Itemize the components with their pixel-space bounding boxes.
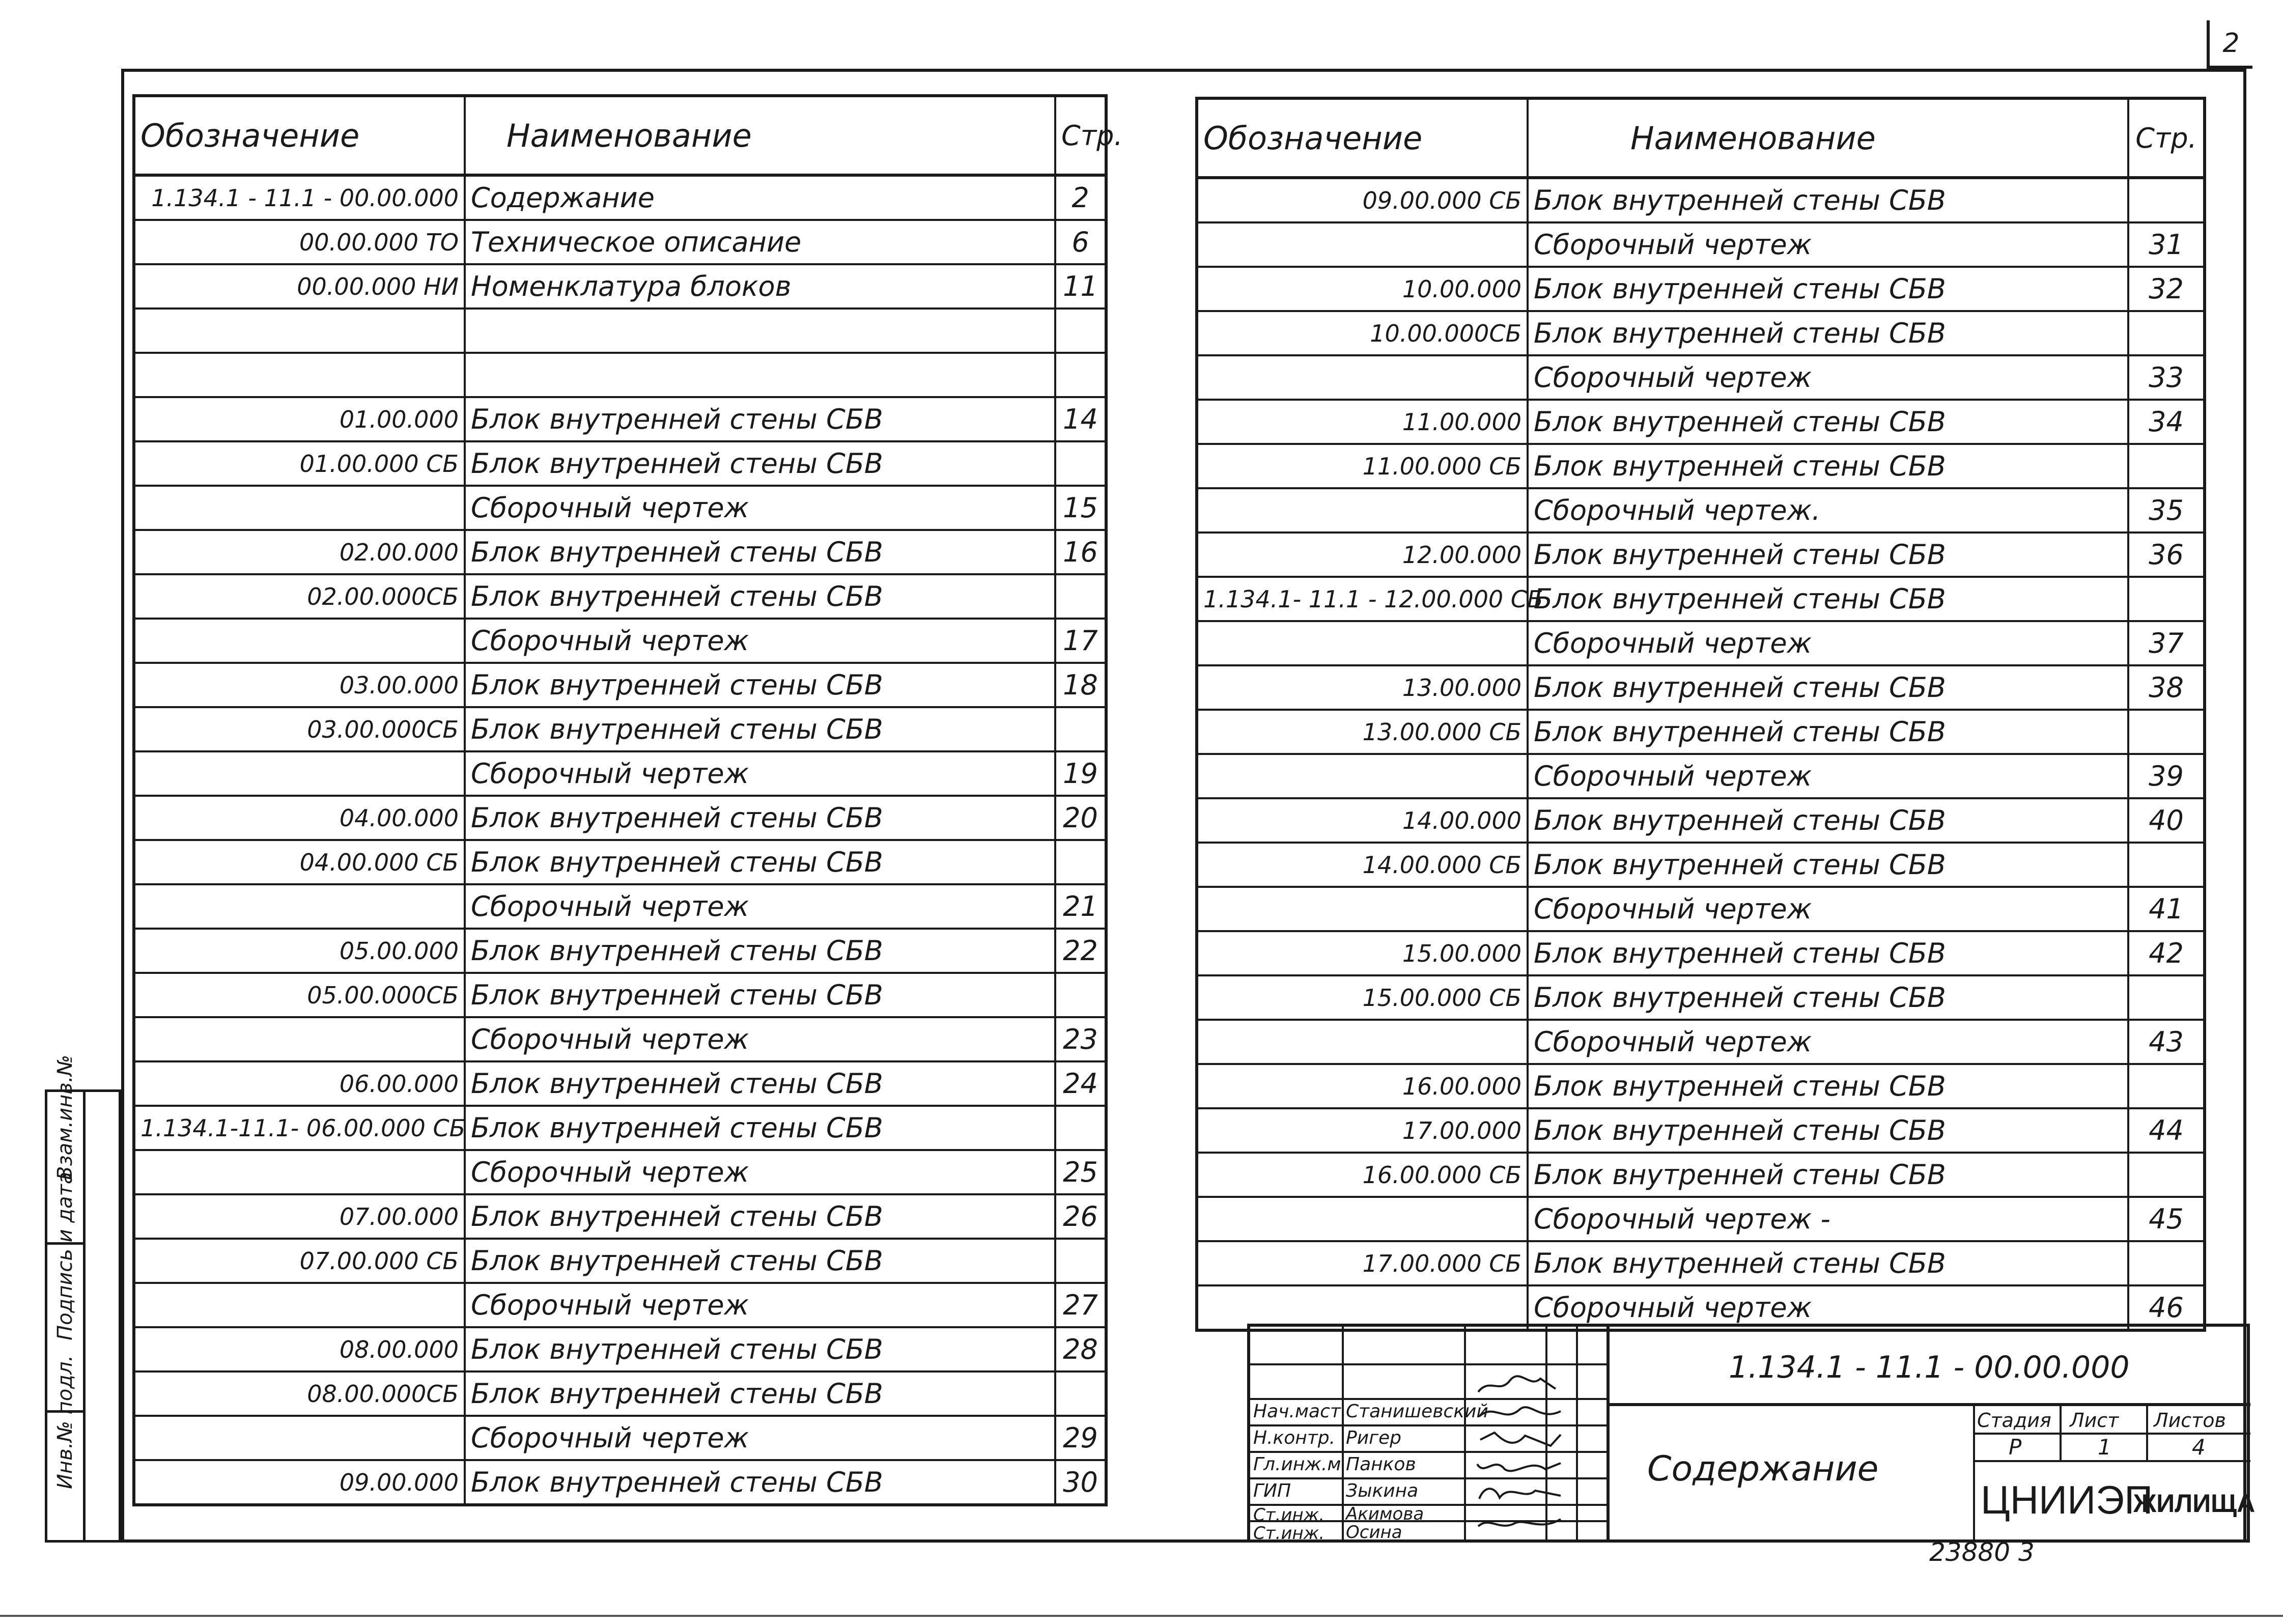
page-number: 2 — [2207, 20, 2252, 69]
row-page: 27 — [1055, 1283, 1106, 1327]
row-name: Блок внутренней стены СБВ — [465, 707, 1055, 751]
row-name: Блок внутренней стены СБВ — [465, 441, 1055, 486]
row-name — [465, 309, 1055, 353]
row-code: 15.00.000 — [1197, 931, 1528, 975]
table-row — [1197, 1020, 2205, 1064]
row-code: 00.00.000 ТО — [134, 220, 465, 264]
row-name: Сборочный чертеж — [465, 1150, 1055, 1194]
row-page: 44 — [2128, 1108, 2205, 1153]
table-row — [1197, 665, 2205, 710]
table-row — [134, 840, 1106, 884]
row-page: 39 — [2128, 754, 2205, 798]
row-page: 22 — [1055, 929, 1106, 973]
row-code: 12.00.000 — [1197, 533, 1528, 577]
table-row — [134, 441, 1106, 486]
row-name: Блок внутренней стены СБВ — [1528, 931, 2128, 975]
person-name: Панков — [1346, 1454, 1416, 1475]
stage-label: Стадия — [1977, 1409, 2051, 1432]
row-page — [1055, 973, 1106, 1017]
person-name: Осина — [1346, 1522, 1402, 1543]
table-row — [134, 663, 1106, 707]
row-page — [2128, 577, 2205, 621]
row-page: 35 — [2128, 488, 2205, 533]
row-name: Сборочный чертеж — [1528, 222, 2128, 267]
table-row — [1197, 1241, 2205, 1285]
table-row — [134, 1283, 1106, 1327]
row-name: Сборочный чертеж — [1528, 1020, 2128, 1064]
row-code: 07.00.000 СБ — [134, 1239, 465, 1283]
sheet-value: 1 — [2098, 1435, 2111, 1460]
header-page: Стр. — [2128, 98, 2205, 178]
table-row — [1197, 1108, 2205, 1153]
table-row — [1197, 400, 2205, 444]
row-name: Блок внутренней стены СБВ — [465, 1239, 1055, 1283]
header-name: Наименование — [1528, 98, 2128, 178]
row-page — [1055, 1239, 1106, 1283]
margin-cell-inventory — [47, 1355, 83, 1543]
row-code — [134, 353, 465, 397]
row-name: Блок внутренней стены СБВ — [465, 574, 1055, 619]
row-name: Блок внутренней стены СБВ — [465, 397, 1055, 441]
row-page — [1055, 574, 1106, 619]
row-name: Сборочный чертеж — [465, 1017, 1055, 1061]
role-label: Нач.маст. — [1253, 1401, 1347, 1422]
row-name: Сборочный чертеж — [1528, 621, 2128, 665]
row-name: Блок внутренней стены СБВ — [465, 663, 1055, 707]
margin-label: Взам.инв.№ — [53, 1054, 77, 1180]
table-row — [1197, 222, 2205, 267]
title-block — [1247, 1324, 2256, 1544]
row-name: Блок внутренней стены СБВ — [1528, 665, 2128, 710]
row-page — [2128, 178, 2205, 222]
row-name: Блок внутренней стены СБВ — [1528, 178, 2128, 222]
role-label: ГИП — [1253, 1480, 1291, 1501]
table-row — [1197, 178, 2205, 222]
row-code: 1.134.1- 11.1 - 12.00.000 СБ — [1197, 577, 1528, 621]
tb-rule — [1250, 1363, 1606, 1365]
row-code: 09.00.000 СБ — [1197, 178, 1528, 222]
table-row — [1197, 754, 2205, 798]
row-page: 40 — [2128, 798, 2205, 843]
row-page: 23 — [1055, 1017, 1106, 1061]
row-name: Блок внутренней стены СБВ — [465, 1061, 1055, 1106]
row-code: 05.00.000 — [134, 929, 465, 973]
organization-suffix: ЖИЛИЩА — [2133, 1489, 2256, 1518]
row-page: 33 — [2128, 355, 2205, 400]
row-name: Блок внутренней стены СБВ — [1528, 1064, 2128, 1108]
row-name: Блок внутренней стены СБВ — [465, 1106, 1055, 1150]
person-name: Зыкина — [1346, 1480, 1419, 1501]
row-code: 11.00.000 СБ — [1197, 444, 1528, 488]
contents-table-right — [1195, 97, 2206, 1332]
row-name: Блок внутренней стены СБВ — [1528, 1108, 2128, 1153]
row-page — [2128, 1064, 2205, 1108]
table-row — [134, 1150, 1106, 1194]
row-code: 02.00.000СБ — [134, 574, 465, 619]
row-page — [1055, 441, 1106, 486]
row-code: 01.00.000 СБ — [134, 441, 465, 486]
row-code — [134, 1150, 465, 1194]
table-row — [134, 1061, 1106, 1106]
row-code: 05.00.000СБ — [134, 973, 465, 1017]
row-code: 11.00.000 — [1197, 400, 1528, 444]
row-page — [1055, 707, 1106, 751]
table-row — [134, 574, 1106, 619]
table-row — [134, 929, 1106, 973]
row-name: Сборочный чертеж — [1528, 1285, 2128, 1330]
row-name: Блок внутренней стены СБВ — [465, 1371, 1055, 1416]
row-page: 20 — [1055, 796, 1106, 840]
row-page — [1055, 1371, 1106, 1416]
row-code — [134, 1283, 465, 1327]
bottom-rule — [0, 1615, 2283, 1617]
row-page — [2128, 975, 2205, 1020]
row-page — [2128, 1241, 2205, 1285]
row-page — [2128, 444, 2205, 488]
table-row — [134, 397, 1106, 441]
row-page: 36 — [2128, 533, 2205, 577]
signature-image — [1474, 1480, 1566, 1505]
role-label: Н.контр. — [1253, 1427, 1336, 1448]
row-page: 6 — [1055, 220, 1106, 264]
row-code: 14.00.000 — [1197, 798, 1528, 843]
row-name: Блок внутренней стены СБВ — [1528, 975, 2128, 1020]
row-page: 17 — [1055, 619, 1106, 663]
row-code — [134, 884, 465, 929]
signature-image — [1474, 1374, 1566, 1398]
tb-rule — [1576, 1327, 1578, 1543]
row-page — [2128, 1153, 2205, 1197]
row-page: 24 — [1055, 1061, 1106, 1106]
row-name: Сборочный чертеж — [1528, 355, 2128, 400]
table-row — [134, 973, 1106, 1017]
person-name: Акимова — [1346, 1504, 1424, 1524]
tb-rule — [1464, 1327, 1466, 1543]
row-code — [134, 751, 465, 796]
row-page: 29 — [1055, 1416, 1106, 1460]
row-code: 08.00.000 — [134, 1327, 465, 1371]
row-page — [1055, 1106, 1106, 1150]
row-page: 25 — [1055, 1150, 1106, 1194]
table-row — [1197, 1153, 2205, 1197]
row-page: 26 — [1055, 1194, 1106, 1239]
table-row — [1197, 1197, 2205, 1241]
tb-rule — [1342, 1327, 1344, 1543]
row-name: Блок внутренней стены СБВ — [465, 1327, 1055, 1371]
row-name: Сборочный чертеж — [1528, 887, 2128, 931]
row-code: 03.00.000 — [134, 663, 465, 707]
margin-label: Инв.№ подл. — [53, 1355, 77, 1489]
contents-table-left — [132, 94, 1123, 1506]
row-name: Блок внутренней стены СБВ — [1528, 1241, 2128, 1285]
margin-stamp — [45, 1054, 121, 1543]
row-name: Блок внутренней стены СБВ — [1528, 710, 2128, 754]
row-name: Блок внутренней стены СБВ — [1528, 311, 2128, 355]
header-name: Наименование — [465, 96, 1055, 175]
row-name: Блок внутренней стены СБВ — [1528, 400, 2128, 444]
row-code: 17.00.000 СБ — [1197, 1241, 1528, 1285]
row-page — [2128, 710, 2205, 754]
margin-label: Подпись и дата — [53, 1171, 77, 1340]
table-row — [134, 1371, 1106, 1416]
table-row — [1197, 488, 2205, 533]
row-page: 38 — [2128, 665, 2205, 710]
table-row — [1197, 444, 2205, 488]
row-page: 46 — [2128, 1285, 2205, 1330]
row-page: 37 — [2128, 621, 2205, 665]
sheets-label: Листов — [2154, 1409, 2226, 1432]
tb-rule — [1250, 1398, 1606, 1400]
row-name: Блок внутренней стены СБВ — [1528, 267, 2128, 311]
signature-image — [1474, 1511, 1566, 1535]
tb-rule — [2146, 1403, 2148, 1462]
row-code — [1197, 754, 1528, 798]
row-code: 01.00.000 — [134, 397, 465, 441]
row-page: 16 — [1055, 530, 1106, 574]
row-code — [1197, 1197, 1528, 1241]
table-row — [1197, 798, 2205, 843]
row-page: 2 — [1055, 175, 1106, 220]
row-code: 13.00.000 СБ — [1197, 710, 1528, 754]
row-name: Номенклатура блоков — [465, 264, 1055, 309]
table-row — [134, 264, 1106, 309]
row-name: Блок внутренней стены СБВ — [1528, 533, 2128, 577]
table-row — [134, 1106, 1106, 1150]
table-row — [134, 175, 1106, 220]
row-code — [1197, 355, 1528, 400]
row-code: 08.00.000СБ — [134, 1371, 465, 1416]
table-row — [134, 220, 1106, 264]
table-header-row — [134, 96, 1106, 175]
row-code: 00.00.000 НИ — [134, 264, 465, 309]
row-code: 04.00.000 СБ — [134, 840, 465, 884]
row-name: Блок внутренней стены СБВ — [1528, 577, 2128, 621]
table-row — [134, 353, 1106, 397]
archive-number: 23880 3 — [1929, 1537, 2035, 1567]
row-code: 04.00.000 — [134, 796, 465, 840]
sheets-value: 4 — [2192, 1435, 2206, 1460]
row-code: 1.134.1-11.1- 06.00.000 СБ — [134, 1106, 465, 1150]
row-code — [1197, 488, 1528, 533]
table-row — [1197, 887, 2205, 931]
row-code: 02.00.000 — [134, 530, 465, 574]
row-page: 43 — [2128, 1020, 2205, 1064]
row-name: Блок внутренней стены СБВ — [465, 1194, 1055, 1239]
table-row — [134, 1239, 1106, 1283]
row-name: Блок внутренней стены СБВ — [465, 530, 1055, 574]
row-name: Блок внутренней стены СБВ — [465, 929, 1055, 973]
row-code: 16.00.000 — [1197, 1064, 1528, 1108]
table-row — [1197, 533, 2205, 577]
row-code: 09.00.000 — [134, 1460, 465, 1505]
row-page: 42 — [2128, 931, 2205, 975]
row-name: Блок внутренней стены СБВ — [1528, 843, 2128, 887]
table-row — [1197, 355, 2205, 400]
row-page — [1055, 309, 1106, 353]
row-code — [134, 1017, 465, 1061]
table-row — [134, 796, 1106, 840]
table-row — [1197, 1064, 2205, 1108]
row-name: Блок внутренней стены СБВ — [1528, 798, 2128, 843]
row-code: 16.00.000 СБ — [1197, 1153, 1528, 1197]
table-row — [134, 486, 1106, 530]
row-name: Сборочный чертеж — [465, 751, 1055, 796]
row-name: Сборочный чертеж — [465, 1416, 1055, 1460]
row-name: Блок внутренней стены СБВ — [1528, 1153, 2128, 1197]
row-code — [134, 1416, 465, 1460]
signature-image — [1474, 1454, 1566, 1478]
table-row — [1197, 267, 2205, 311]
signature-image — [1474, 1427, 1566, 1452]
row-code — [1197, 887, 1528, 931]
row-name: Блок внутренней стены СБВ — [465, 973, 1055, 1017]
row-code: 15.00.000 СБ — [1197, 975, 1528, 1020]
role-label: Гл.инж.м — [1253, 1454, 1341, 1475]
row-code: 14.00.000 СБ — [1197, 843, 1528, 887]
row-code: 1.134.1 - 11.1 - 00.00.000 — [134, 175, 465, 220]
row-page: 32 — [2128, 267, 2205, 311]
row-code — [1197, 222, 1528, 267]
row-page — [2128, 311, 2205, 355]
row-code — [134, 619, 465, 663]
table-row — [134, 707, 1106, 751]
row-code: 07.00.000 — [134, 1194, 465, 1239]
row-page: 34 — [2128, 400, 2205, 444]
table-row — [134, 1017, 1106, 1061]
row-code: 13.00.000 — [1197, 665, 1528, 710]
table-header-row — [1197, 98, 2205, 178]
row-page: 21 — [1055, 884, 1106, 929]
row-page: 41 — [2128, 887, 2205, 931]
person-name: Станишевский — [1346, 1401, 1488, 1422]
table-row — [134, 751, 1106, 796]
table-row — [1197, 311, 2205, 355]
margin-divider — [83, 1092, 86, 1540]
row-code: 10.00.000СБ — [1197, 311, 1528, 355]
contents-rows-right — [1197, 178, 2205, 1330]
table-row — [134, 1194, 1106, 1239]
row-page: 15 — [1055, 486, 1106, 530]
table-row — [134, 530, 1106, 574]
row-page: 19 — [1055, 751, 1106, 796]
tb-rule — [2060, 1403, 2062, 1462]
header-code: Обозначение — [1197, 98, 1528, 178]
row-code: 03.00.000СБ — [134, 707, 465, 751]
row-name: Сборочный чертеж. — [1528, 488, 2128, 533]
tb-rule — [1606, 1403, 2250, 1406]
row-code: 06.00.000 — [134, 1061, 465, 1106]
header-page: Стр. — [1055, 96, 1106, 175]
role-label: Ст.инж. — [1253, 1523, 1325, 1544]
person-name: Ригер — [1346, 1427, 1402, 1448]
row-page: 31 — [2128, 222, 2205, 267]
table-row — [134, 884, 1106, 929]
table-row — [1197, 975, 2205, 1020]
table-row — [134, 619, 1106, 663]
row-page — [1055, 840, 1106, 884]
row-name: Сборочный чертеж — [465, 884, 1055, 929]
row-name: Блок внутренней стены СБВ — [465, 796, 1055, 840]
row-page: 18 — [1055, 663, 1106, 707]
table-row — [1197, 710, 2205, 754]
table-row — [134, 309, 1106, 353]
row-page: 28 — [1055, 1327, 1106, 1371]
table-row — [1197, 931, 2205, 975]
organization-logo: ЦНИИЭП — [1981, 1477, 2153, 1522]
header-code: Обозначение — [134, 96, 465, 175]
row-name: Блок внутренней стены СБВ — [465, 840, 1055, 884]
row-name: Сборочный чертеж - — [1528, 1197, 2128, 1241]
row-name: Сборочный чертеж — [465, 619, 1055, 663]
row-name: Блок внутренней стены СБВ — [1528, 444, 2128, 488]
stage-value: Р — [2009, 1435, 2022, 1460]
table-row — [134, 1416, 1106, 1460]
row-code — [1197, 621, 1528, 665]
role-label: Ст.инж. — [1253, 1505, 1325, 1525]
row-code — [134, 309, 465, 353]
document-title: Содержание — [1647, 1449, 1879, 1489]
row-page: 30 — [1055, 1460, 1106, 1505]
contents-rows-left — [134, 175, 1106, 1505]
row-name: Техническое описание — [465, 220, 1055, 264]
tb-rule — [1973, 1460, 2250, 1462]
table-row — [134, 1327, 1106, 1371]
table-row — [134, 1460, 1106, 1505]
row-page: 11 — [1055, 264, 1106, 309]
row-page — [2128, 843, 2205, 887]
row-code — [1197, 1020, 1528, 1064]
table-row — [1197, 577, 2205, 621]
signature-image — [1474, 1401, 1566, 1425]
table-row — [1197, 621, 2205, 665]
row-page: 45 — [2128, 1197, 2205, 1241]
document-code: 1.134.1 - 11.1 - 00.00.000 — [1729, 1350, 2130, 1385]
row-page — [1055, 353, 1106, 397]
row-code: 10.00.000 — [1197, 267, 1528, 311]
row-page: 14 — [1055, 397, 1106, 441]
row-name: Сборочный чертеж — [1528, 754, 2128, 798]
row-code — [134, 486, 465, 530]
table-row — [1197, 843, 2205, 887]
tb-rule — [1606, 1327, 1610, 1543]
sheet-label: Лист — [2070, 1409, 2119, 1432]
row-name: Блок внутренней стены СБВ — [465, 1460, 1055, 1505]
tb-rule — [1973, 1403, 1975, 1543]
row-code: 17.00.000 — [1197, 1108, 1528, 1153]
row-name: Сборочный чертеж — [465, 1283, 1055, 1327]
row-name — [465, 353, 1055, 397]
row-name: Сборочный чертеж — [465, 486, 1055, 530]
row-name: Содержание — [465, 175, 1055, 220]
